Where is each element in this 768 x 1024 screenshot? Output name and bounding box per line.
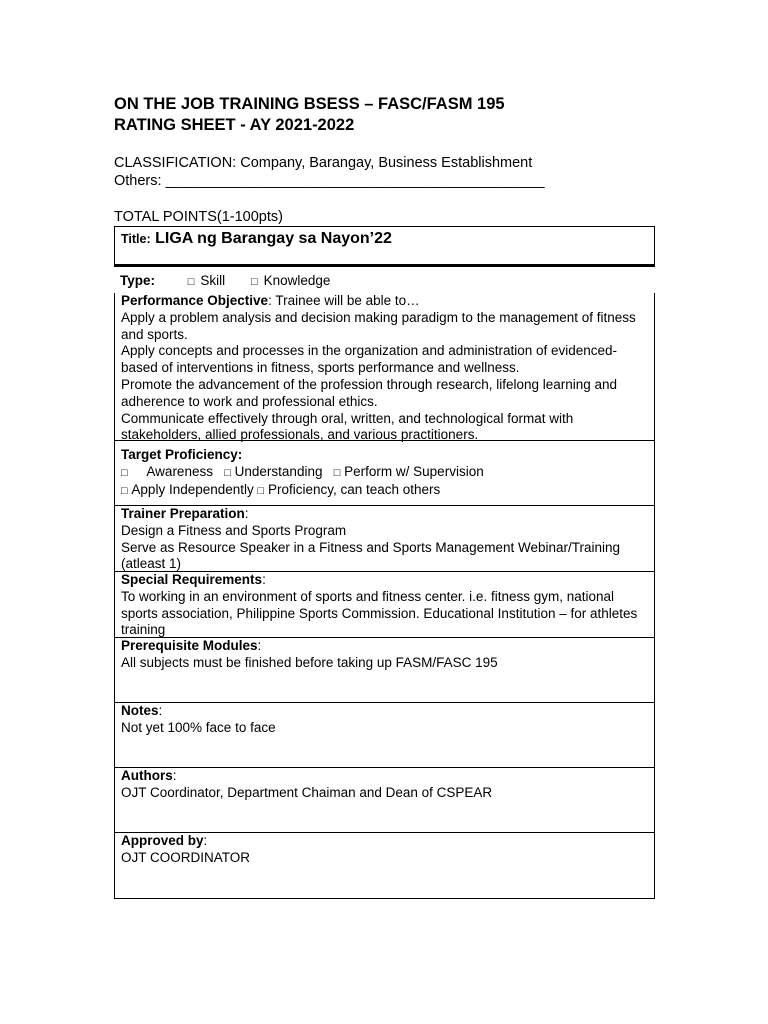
classification-text: CLASSIFICATION: Company, Barangay, Business Establishment bbox=[114, 155, 533, 171]
approved-by-colon: : bbox=[203, 833, 208, 848]
trainer-preparation-label: Trainer Preparation bbox=[121, 506, 245, 521]
checkbox-icon: □ bbox=[250, 276, 258, 288]
proficiency-understanding: Understanding bbox=[234, 463, 323, 479]
others-field[interactable]: Others: _______________________________________________ bbox=[114, 173, 545, 189]
notes-text: Not yet 100% face to face bbox=[121, 719, 276, 735]
document-title-line-2: RATING SHEET - AY 2021-2022 bbox=[114, 116, 355, 134]
skill-checkbox[interactable] bbox=[188, 272, 225, 291]
authors-colon: : bbox=[172, 768, 177, 783]
approved-by-text: OJT COORDINATOR bbox=[121, 849, 251, 865]
trainer-line: Design a Fitness and Sports Program bbox=[121, 522, 347, 538]
trainer-line: Serve as Resource Speaker in a Fitness and Sports Management Webinar/Training (atleast 1) bbox=[121, 539, 621, 572]
target-proficiency-label: Target Proficiency: bbox=[121, 447, 243, 462]
type-row bbox=[114, 271, 655, 293]
objective-line: Apply a problem analysis and decision making paradigm to the management of fitness and sports. bbox=[121, 309, 636, 342]
approved-by-cell bbox=[114, 833, 655, 899]
proficiency-teach-others: Proficiency, can teach others bbox=[267, 481, 441, 497]
knowledge-checkbox[interactable] bbox=[251, 272, 330, 291]
special-requirements-text: To working in an environment of sports and fitness center. i.e. fitness gym, national sports association, Philippine Sports Commission. Educational Institution – for athletes training bbox=[121, 588, 638, 638]
performance-objective-intro: : Trainee will be able to… bbox=[268, 293, 420, 308]
knowledge-option-label: Knowledge bbox=[263, 273, 331, 288]
notes-cell bbox=[114, 703, 655, 768]
performance-objective-cell bbox=[114, 293, 655, 441]
authors-cell bbox=[114, 768, 655, 833]
checkbox-icon[interactable]: □ bbox=[224, 466, 231, 479]
trainer-preparation-cell bbox=[114, 506, 655, 572]
authors-label: Authors bbox=[121, 768, 173, 783]
type-label: Type: bbox=[120, 273, 156, 288]
document-title-line-1: ON THE JOB TRAINING BSESS – FASC/FASM 195 bbox=[114, 95, 505, 113]
objective-line: Promote the advancement of the profession through research, lifelong learning and adherence to work and professional ethics. bbox=[121, 376, 618, 409]
skill-option-label: Skill bbox=[200, 273, 226, 288]
notes-colon: : bbox=[158, 703, 163, 718]
title-label: Title bbox=[121, 232, 147, 246]
special-requirements-label: Special Requirements bbox=[121, 572, 263, 587]
title-colon: : bbox=[146, 232, 151, 246]
prerequisite-modules-text: All subjects must be finished before taking up FASM/FASC 195 bbox=[121, 654, 498, 670]
proficiency-awareness: Awareness bbox=[146, 463, 213, 479]
notes-label: Notes bbox=[121, 703, 159, 718]
checkbox-icon[interactable]: □ bbox=[257, 484, 265, 497]
objective-line: Apply concepts and processes in the organization and administration of evidenced-based of interventions in fitness, sports performance and wellness. bbox=[121, 343, 618, 376]
title-value: LIGA ng Barangay sa Nayon’22 bbox=[155, 230, 392, 247]
authors-text: OJT Coordinator, Department Chaiman and Dean of CSPEAR bbox=[121, 784, 493, 800]
trainer-preparation-colon: : bbox=[244, 506, 249, 521]
approved-by-label: Approved by bbox=[121, 833, 204, 848]
checkbox-icon: □ bbox=[187, 276, 195, 288]
special-requirements-colon: : bbox=[262, 572, 266, 587]
prerequisite-modules-label: Prerequisite Modules bbox=[121, 638, 258, 653]
performance-objective-label: Performance Objective bbox=[121, 293, 269, 308]
proficiency-perform-supervision: Perform w/ Supervision bbox=[344, 463, 484, 479]
prerequisite-modules-colon: : bbox=[257, 638, 262, 653]
proficiency-apply-independently: Apply Independently bbox=[131, 481, 254, 497]
checkbox-icon[interactable]: □ bbox=[121, 484, 128, 497]
checkbox-icon[interactable]: □ bbox=[121, 466, 128, 479]
prerequisite-modules-cell bbox=[114, 638, 655, 703]
objective-line: Communicate effectively through oral, written, and technological format with stakeholders, allied professionals, and various practitioners. bbox=[121, 410, 574, 443]
special-requirements-cell bbox=[114, 572, 655, 638]
title-box bbox=[114, 226, 655, 267]
checkbox-icon[interactable]: □ bbox=[333, 466, 341, 479]
target-proficiency-cell bbox=[114, 441, 655, 506]
total-points-label: TOTAL POINTS(1-100pts) bbox=[114, 209, 283, 225]
